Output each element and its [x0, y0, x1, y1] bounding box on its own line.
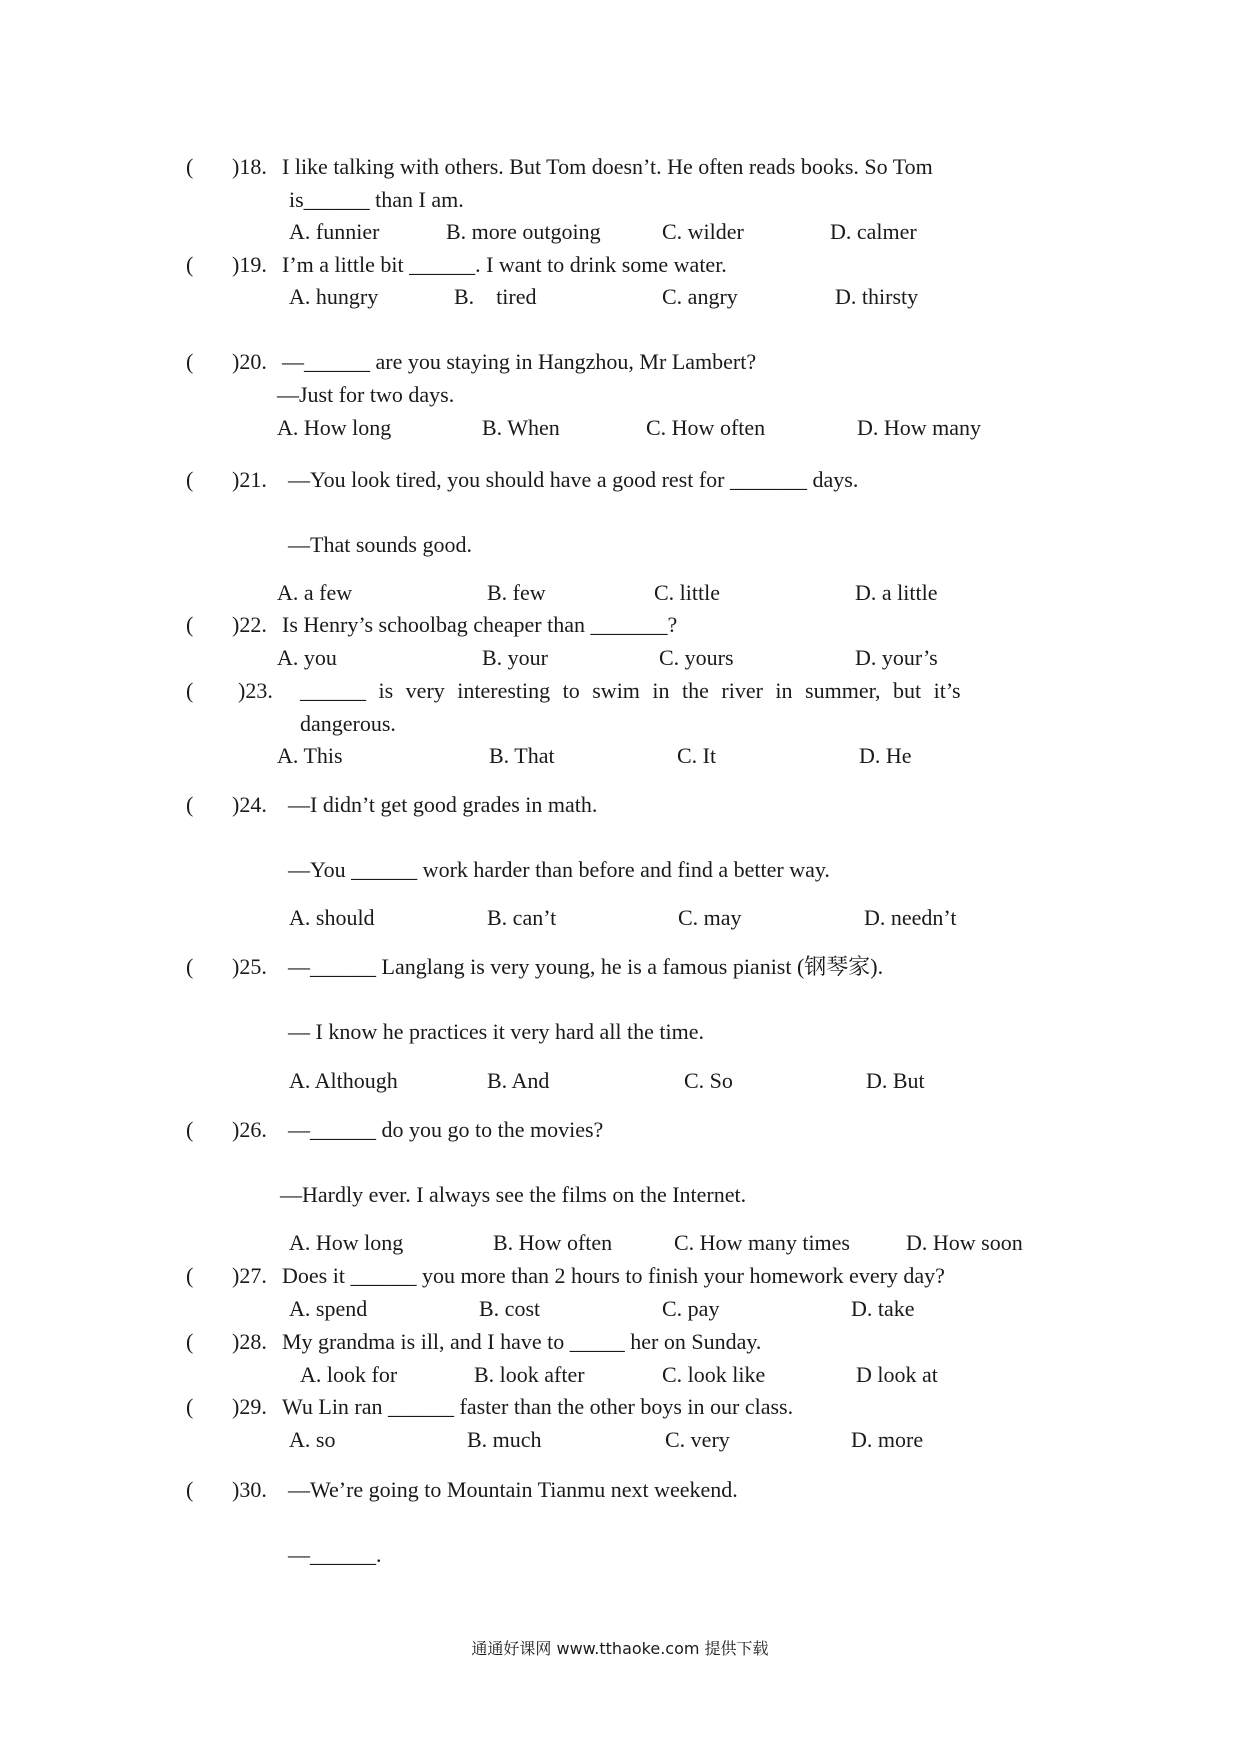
- answer-paren: (: [186, 154, 194, 179]
- option-c: C. little: [654, 580, 720, 605]
- question-text: dangerous.: [300, 711, 396, 736]
- question-text: Does it ______ you more than 2 hours to finish your homework every day?: [282, 1263, 945, 1288]
- option-d: D. But: [866, 1068, 925, 1093]
- answer-paren: (: [186, 252, 194, 277]
- question-number: )26.: [232, 1117, 267, 1142]
- option-b: B. cost: [479, 1296, 541, 1321]
- option-c: C. How many times: [674, 1230, 850, 1255]
- question-number: )22.: [232, 612, 267, 637]
- question-text: —You look tired, you should have a good rest for _______ days.: [288, 467, 859, 492]
- option-c: C. How often: [646, 415, 766, 440]
- option-c: C. look like: [662, 1362, 766, 1387]
- answer-paren: (: [186, 678, 194, 703]
- answer-paren: (: [186, 1329, 194, 1354]
- question-number: )21.: [232, 467, 267, 492]
- option-b: B. That: [489, 743, 555, 768]
- question-text: I like talking with others. But Tom doesn’t. He often reads books. So Tom: [282, 154, 933, 179]
- option-b: B. look after: [474, 1362, 585, 1387]
- question-text: —______ do you go to the movies?: [288, 1117, 604, 1142]
- option-b: B. can’t: [487, 905, 557, 930]
- answer-paren: (: [186, 349, 194, 374]
- option-c: C. wilder: [662, 219, 744, 244]
- question-text: —I didn’t get good grades in math.: [288, 792, 598, 817]
- question-text: —______ Langlang is very young, he is a famous pianist (钢琴家).: [288, 954, 884, 979]
- option-c: C. may: [678, 905, 742, 930]
- option-c: C. very: [665, 1427, 730, 1452]
- option-d: D look at: [856, 1362, 938, 1387]
- option-a: A. Although: [289, 1068, 398, 1093]
- answer-paren: (: [186, 467, 194, 492]
- option-a: A. hungry: [289, 284, 379, 309]
- option-c: C. yours: [659, 645, 734, 670]
- option-d: D. your’s: [855, 645, 938, 670]
- option-d: D. a little: [855, 580, 938, 605]
- question-number: )18.: [232, 154, 267, 179]
- option-b: B. few: [487, 580, 546, 605]
- question-text: —Hardly ever. I always see the films on the Internet.: [280, 1182, 747, 1207]
- option-d: D. thirsty: [835, 284, 919, 309]
- question-number: )20.: [232, 349, 267, 374]
- option-d: D. How soon: [906, 1230, 1023, 1255]
- option-a: A. a few: [277, 580, 353, 605]
- option-d: D. He: [859, 743, 912, 768]
- option-a: A. funnier: [289, 219, 380, 244]
- answer-paren: (: [186, 1477, 194, 1502]
- option-a: A. How long: [277, 415, 392, 440]
- question-text: —We’re going to Mountain Tianmu next weekend.: [288, 1477, 738, 1502]
- question-text: My grandma is ill, and I have to _____ her on Sunday.: [282, 1329, 762, 1354]
- option-d: D. more: [851, 1427, 924, 1452]
- option-a: A. look for: [300, 1362, 398, 1387]
- question-number: )25.: [232, 954, 267, 979]
- question-text: is______ than I am.: [289, 187, 464, 212]
- option-a: A. This: [277, 743, 343, 768]
- question-number: )28.: [232, 1329, 267, 1354]
- question-text: Wu Lin ran ______ faster than the other boys in our class.: [282, 1394, 794, 1419]
- option-d: D. needn’t: [864, 905, 957, 930]
- question-text: ______ is very interesting to swim in the river in summer, but it’s: [300, 678, 961, 703]
- option-a: A. spend: [289, 1296, 368, 1321]
- option-a: A. should: [289, 905, 375, 930]
- question-number: )19.: [232, 252, 267, 277]
- option-c: C. angry: [662, 284, 738, 309]
- question-number: )24.: [232, 792, 267, 817]
- question-text: Is Henry’s schoolbag cheaper than _______?: [282, 612, 678, 637]
- question-number: )27.: [232, 1263, 267, 1288]
- option-a: A. you: [277, 645, 337, 670]
- option-c: C. It: [677, 743, 717, 768]
- answer-paren: (: [186, 1394, 194, 1419]
- question-number: )30.: [232, 1477, 267, 1502]
- option-c: C. pay: [662, 1296, 720, 1321]
- option-b: B. When: [482, 415, 560, 440]
- option-b: B. And: [487, 1068, 550, 1093]
- option-d: D. take: [851, 1296, 915, 1321]
- question-text: —______ are you staying in Hangzhou, Mr Lambert?: [282, 349, 757, 374]
- question-number: )23.: [238, 678, 273, 703]
- option-b: B. much: [467, 1427, 542, 1452]
- option-d: D. How many: [857, 415, 982, 440]
- question-text: I’m a little bit ______. I want to drink some water.: [282, 252, 727, 277]
- question-text: —______.: [288, 1542, 382, 1567]
- option-b: B. tired: [454, 284, 537, 309]
- answer-paren: (: [186, 1263, 194, 1288]
- option-b: B. more outgoing: [446, 219, 601, 244]
- page-footer: 通通好课网 www.tthaoke.com 提供下载: [471, 1639, 769, 1658]
- option-c: C. So: [684, 1068, 733, 1093]
- option-d: D. calmer: [830, 219, 917, 244]
- answer-paren: (: [186, 954, 194, 979]
- question-text: —Just for two days.: [277, 382, 455, 407]
- option-a: A. How long: [289, 1230, 404, 1255]
- question-text: — I know he practices it very hard all the time.: [288, 1019, 705, 1044]
- option-b: B. How often: [493, 1230, 613, 1255]
- question-number: )29.: [232, 1394, 267, 1419]
- option-a: A. so: [289, 1427, 336, 1452]
- answer-paren: (: [186, 1117, 194, 1142]
- option-b: B. your: [482, 645, 548, 670]
- question-text: —That sounds good.: [288, 532, 472, 557]
- question-text: —You ______ work harder than before and find a better way.: [288, 857, 830, 882]
- answer-paren: (: [186, 792, 194, 817]
- answer-paren: (: [186, 612, 194, 637]
